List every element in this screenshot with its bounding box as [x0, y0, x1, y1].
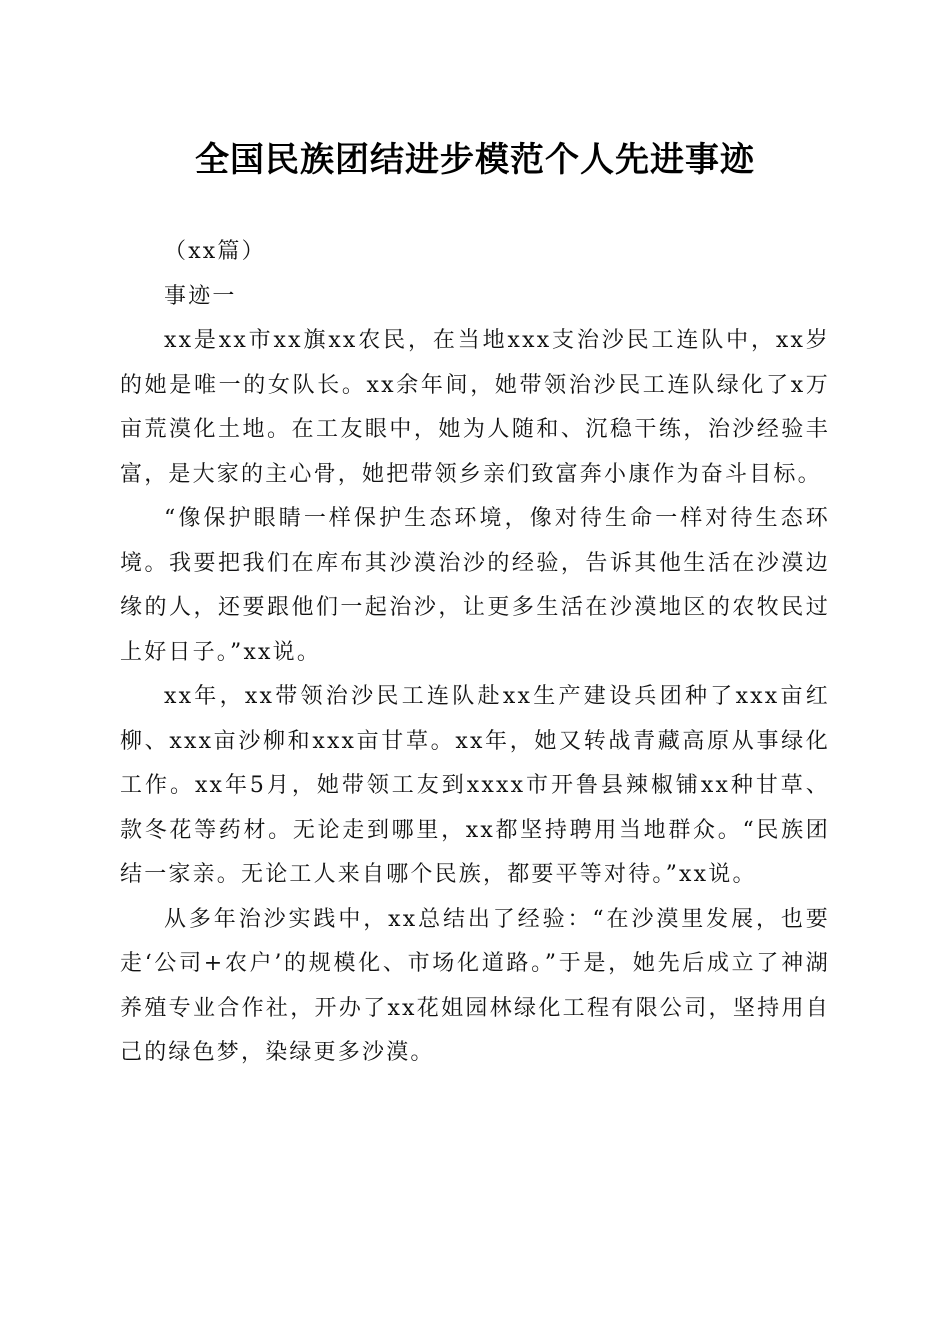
paragraph-subtitle: （xx篇）: [164, 239, 266, 264]
paragraph: “像保护眼睛一样保护生态环境，像对待生命一样对待生态环境。我要把我们在库布其沙漠治沙的经验，告诉其他生活在沙漠边缘的人，还要跟他们一起治沙，让更多生活在沙漠地区的农牧民过上好日子。”xx说。: [120, 506, 830, 665]
paragraph-heading: 事迹一: [164, 283, 237, 309]
paragraph: xx年，xx带领治沙民工连队赴xx生产建设兵团种了xxx亩红柳、xxx亩沙柳和xxx亩甘草。xx年，她又转战青藏高原从事绿化工作。xx年5月，她带领工友到xxxx市开鲁县辣椒铺xx种甘草、款冬花等药材。无论走到哪里，xx都坚持聘用当地群众。“民族团结一家亲。无论工人来自哪个民族，都要平等对待。”xx说。: [120, 684, 830, 887]
paragraph: xx是xx市xx旗xx农民，在当地xxx支治沙民工连队中，xx岁的她是唯一的女队长。xx余年间，她带领治沙民工连队绿化了x万亩荒漠化土地。在工友眼中，她为人随和、沉稳干练，治沙经验丰富，是大家的主心骨，她把带领乡亲们致富奔小康作为奋斗目标。: [120, 328, 830, 487]
document-body: [120, 230, 830, 1076]
page-title: 全国民族团结进步模范个人先进事迹: [195, 140, 755, 180]
paragraph: 从多年治沙实践中，xx总结出了经验：“在沙漠里发展，也要走‘公司+农户’的规模化、市场化道路。”于是，她先后成立了神湖养殖专业合作社，开办了xx花姐园林绿化工程有限公司，坚持用自己的绿色梦，染绿更多沙漠。: [120, 906, 830, 1065]
